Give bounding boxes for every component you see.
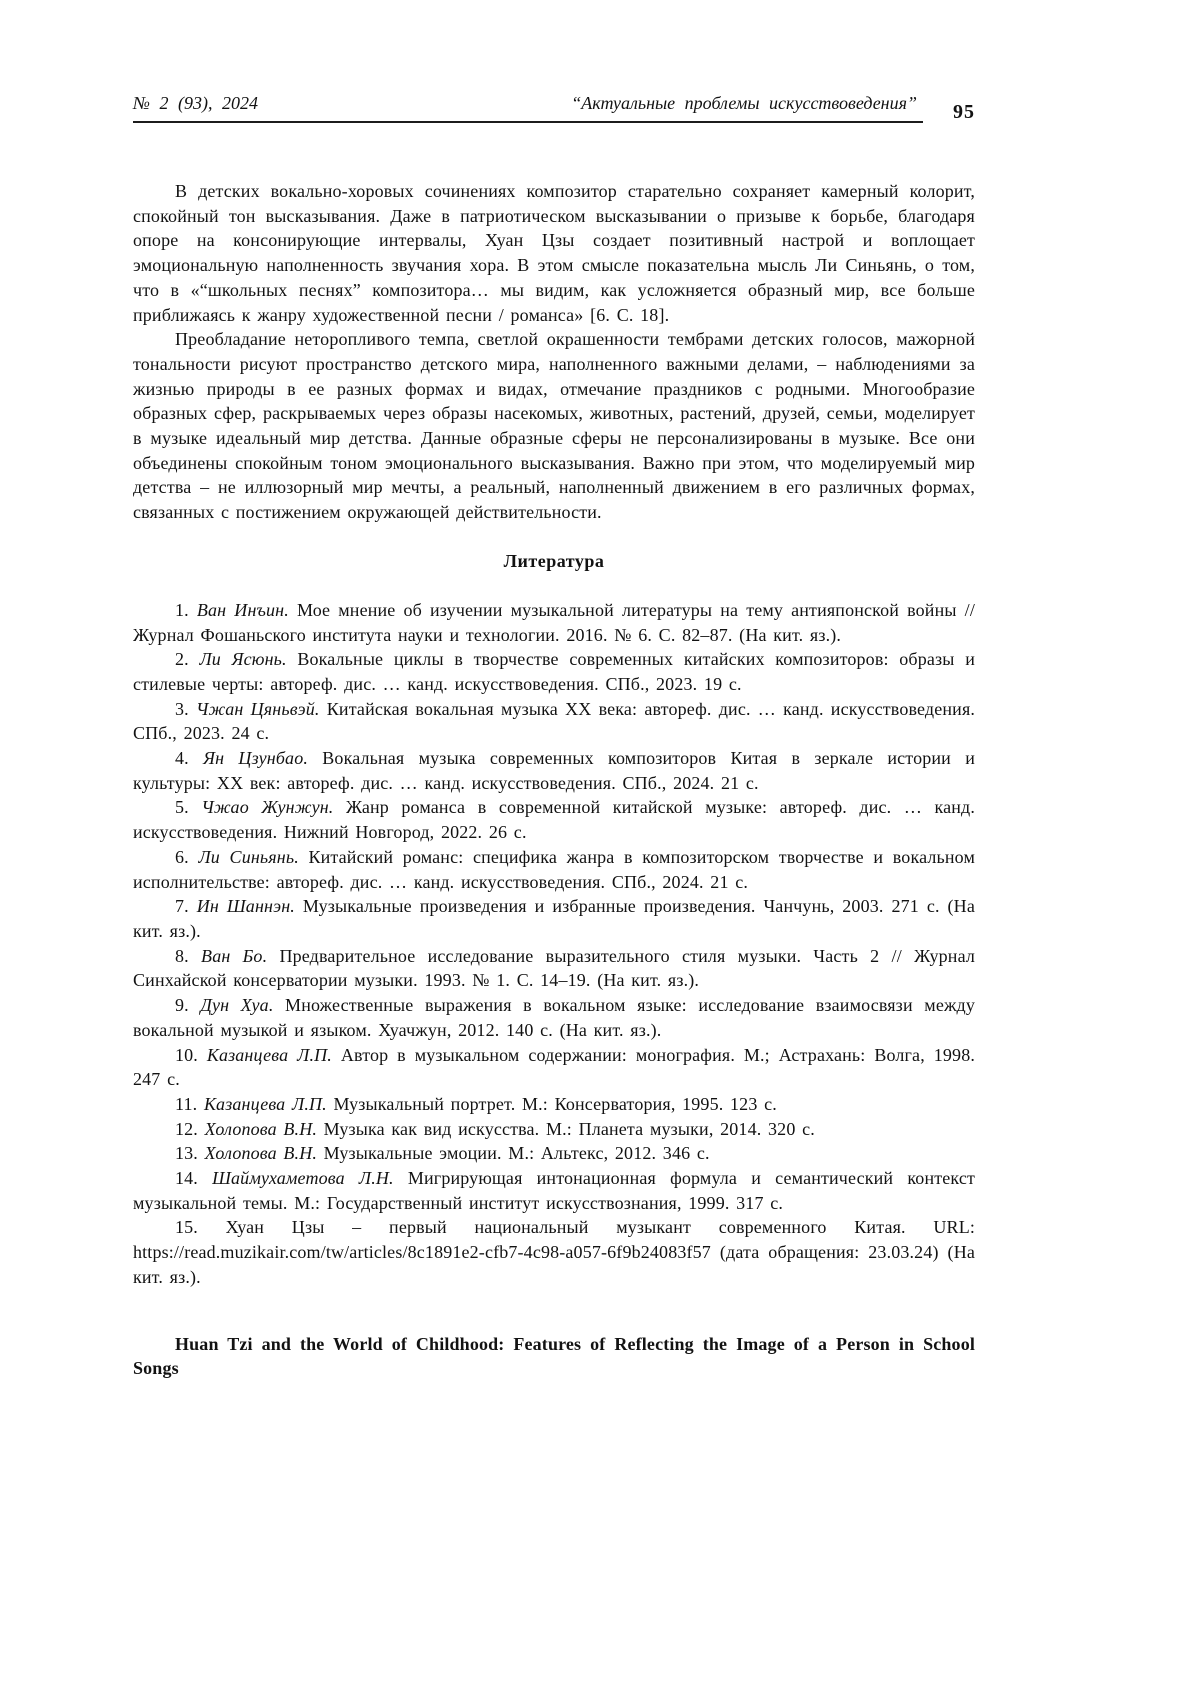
reference-text: Мигрирующая интонационная формула и семантический контекст музыкальной темы. М.: Государственный институт искусствознания, 1999. 317 с. (133, 1168, 976, 1213)
header-rule (133, 121, 923, 123)
reference-list (133, 598, 975, 1290)
reference-number: 15. (175, 1217, 198, 1238)
reference-number: 13. (175, 1143, 198, 1164)
reference-author: Дун Хуа. (200, 995, 274, 1016)
paragraph: Преобладание неторопливого темпа, светлой окрашенности тембрами детских голосов, мажорной тональности рисуют пространство детского мира, наполненного важными делами, – наблюдениями за жизнью природы в ее разных формах и видах, отмечание праздников с родными. Многообразие образных сфер, раскрываемых через образы насекомых, животных, растений, друзей, семьи, моделирует в музыке идеальный мир детства. Данные образные сферы не персонализированы в музыке. Все они объединены спокойным тоном эмоционального высказывания. Важно при этом, что моделируемый мир детства – не иллюзорный мир мечты, а реальный, наполненный движением в его различных формах, связанных с постижением окружающей действительности. (133, 329, 975, 523)
reference-author: Чжан Цяньвэй. (196, 698, 320, 719)
reference-author: Ян Цзунбао. (203, 748, 308, 769)
reference-number: 12. (175, 1118, 198, 1139)
english-title: Huan Tzi and the World of Childhood: Features of Reflecting the Image of a Person in School Songs (133, 1333, 975, 1379)
reference-author: Казанцева Л.П. (203, 1093, 327, 1114)
reference-text: Автор в музыкальном содержании: монография. М.; Астрахань: Волга, 1998. 247 с. (133, 1044, 975, 1090)
reference-text: Множественные выражения в вокальном языке: исследование взаимосвязи между вокальной музыкой и языком. Хуачжун, 2012. 140 с. (На кит. яз.). (133, 995, 976, 1040)
reference-number: 6. (175, 846, 189, 867)
reference-number: 14. (175, 1168, 198, 1189)
reference-item (133, 1166, 975, 1215)
reference-author: Ли Синьянь. (198, 846, 299, 867)
reference-author: Ин Шаннэн. (196, 896, 295, 917)
reference-text: Китайский романс: специфика жанра в композиторском творчестве и вокальном исполнительстве: автореф. дис. … канд. искусствоведения. СПб., 2024. 21 с. (133, 846, 975, 892)
literature-heading: Литература (503, 550, 605, 571)
reference-item (133, 697, 975, 746)
reference-number: 1. (175, 599, 189, 620)
reference-text: Музыкальные произведения и избранные произведения. Чанчунь, 2003. 271 с. (На кит. яз.). (133, 896, 975, 941)
reference-item (133, 944, 975, 993)
reference-text: Китайская вокальная музыка XX века: автореф. дис. … канд. искусствоведения. СПб., 2023. 24 с. (133, 698, 976, 744)
reference-author: Шаймухаметова Л.Н. (212, 1168, 394, 1189)
reference-author: Ли Ясюнь. (199, 649, 287, 670)
reference-text: Музыка как вид искусства. М.: Планета музыки, 2014. 320 с. (323, 1118, 815, 1139)
reference-text: Мое мнение об изучении музыкальной литературы на тему антияпонской войны // Журнал Фошаньского института науки и технологии. 2016. № 6. С. 82–87. (На кит. яз.). (133, 599, 975, 645)
reference-text: Предварительное исследование выразительного стиля музыки. Часть 2 // Журнал Синхайской консерватории музыки. 1993. № 1. С. 14–19. (На кит. яз.). (133, 945, 975, 991)
reference-text: Хуан Цзы – первый национальный музыкант современного Китая. URL: https://read.muzikair.com/tw/articles/8c1891e2-cfb7-4c98-a057-6f9b24083f57 (дата обращения: 23.03.24) (На кит. яз.). (133, 1217, 975, 1287)
reference-number: 4. (175, 748, 189, 769)
reference-number: 9. (175, 995, 189, 1016)
issue-number: № 2 (93), 2024 (133, 93, 258, 113)
reference-author: Холопова В.Н. (204, 1143, 317, 1164)
reference-number: 11. (175, 1093, 198, 1114)
reference-author: Ван Бо. (201, 945, 268, 966)
article-body (133, 179, 975, 1381)
reference-item (133, 845, 975, 894)
reference-item (133, 1117, 975, 1142)
paragraph: В детских вокально-хоровых сочинениях композитор старательно сохраняет камерный колорит, спокойный тон высказывания. Даже в патриотическом высказывании о призыве к борьбе, благодаря опоре на консонирующие интервалы, Хуан Цзы создает позитивный настрой и воплощает эмоциональную наполненность звучания хора. В этом смысле показательна мысль Ли Синьянь, о том, что в «“школьных песнях” композитора… мы видим, как усложняется образный мир, все больше приближаясь к жанру художественной песни / романса» [6. С. 18]. (133, 181, 975, 325)
reference-item (133, 1092, 975, 1117)
reference-number: 2. (175, 649, 189, 670)
reference-number: 7. (175, 896, 189, 917)
reference-item (133, 1043, 975, 1092)
reference-author: Казанцева Л.П. (206, 1044, 332, 1065)
reference-text: Вокальная музыка современных композиторов Китая в зеркале истории и культуры: XX век: автореф. дис. … канд. искусствоведения. СПб., 2024. 21 с. (133, 748, 976, 793)
reference-item (133, 647, 975, 696)
reference-item (133, 1141, 975, 1166)
reference-item (133, 795, 975, 844)
reference-number: 10. (175, 1044, 198, 1065)
running-head (133, 92, 975, 114)
reference-number: 3. (175, 698, 189, 719)
reference-item (133, 993, 975, 1042)
reference-number: 5. (175, 797, 189, 818)
journal-title: “Актуальные проблемы искусствоведения” (571, 93, 917, 113)
reference-text: Музыкальный портрет. М.: Консерватория, 1995. 123 с. (333, 1093, 777, 1114)
reference-item (133, 1215, 975, 1289)
reference-text: Музыкальные эмоции. М.: Альтекс, 2012. 346 с. (323, 1143, 710, 1164)
reference-text: Жанр романса в современной китайской музыке: автореф. дис. … канд. искусствоведения. Нижний Новгород, 2022. 26 с. (133, 797, 975, 843)
reference-item (133, 746, 975, 795)
reference-author: Ван Инъин. (196, 599, 289, 620)
reference-number: 8. (175, 945, 189, 966)
reference-text: Вокальные циклы в творчестве современных китайских композиторов: образы и стилевые черты: автореф. дис. … канд. искусствоведения. СПб., 2023. 19 с. (133, 649, 975, 694)
reference-author: Чжао Жунжун. (201, 797, 334, 818)
page-number: 95 (953, 101, 975, 123)
reference-author: Холопова В.Н. (204, 1118, 317, 1139)
reference-item (133, 894, 975, 943)
page-header (133, 92, 975, 123)
reference-item (133, 598, 975, 647)
